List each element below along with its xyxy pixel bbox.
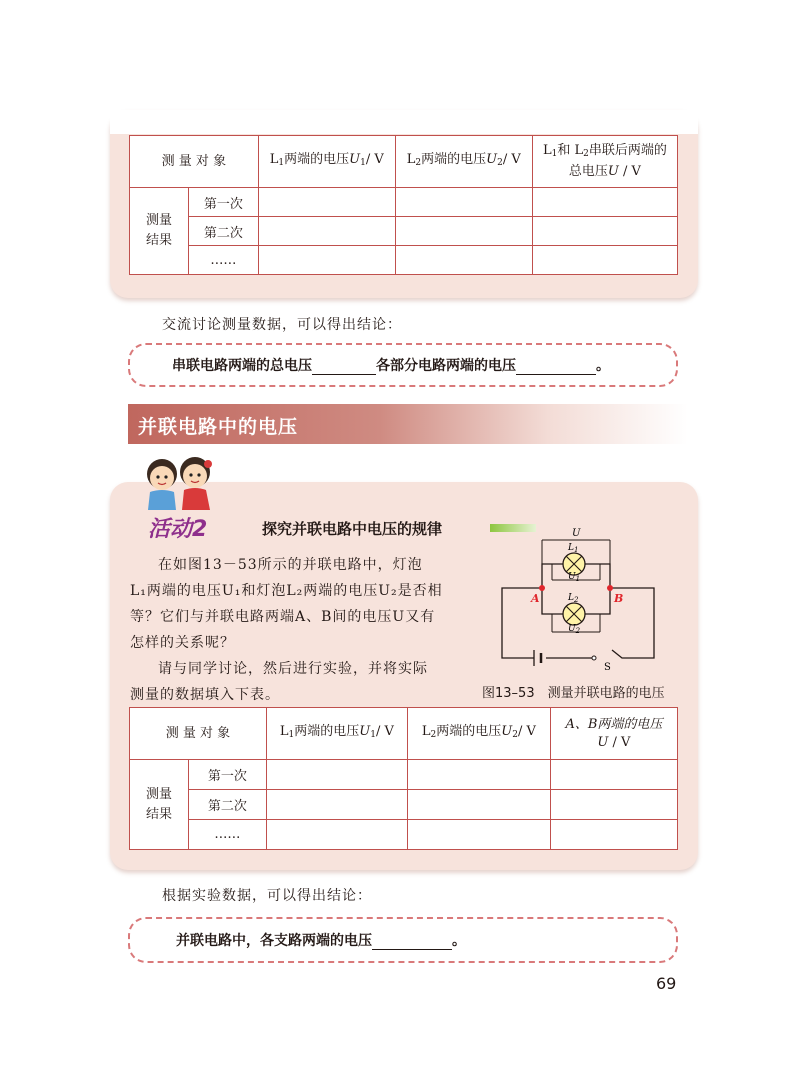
header-object: 测 量 对 象	[130, 708, 267, 760]
label-u: U	[572, 528, 581, 539]
answer-blank-1[interactable]	[312, 360, 376, 375]
table-cell[interactable]	[258, 188, 395, 217]
table-cell[interactable]	[266, 820, 407, 850]
label-s: S	[604, 662, 611, 672]
top-panel-inner	[110, 110, 698, 134]
table-cell[interactable]	[407, 760, 550, 790]
label-u1: $U_1$	[568, 572, 581, 583]
table-cell[interactable]	[407, 790, 550, 820]
table-cell[interactable]	[395, 188, 532, 217]
table-cell[interactable]	[395, 217, 532, 246]
label-a: A	[531, 592, 540, 605]
conclusion-2: 并联电路中，各支路两端的电压 。	[176, 933, 466, 949]
header-col1: $L_1$两端的电压$U_1/$ V	[266, 708, 407, 760]
figure-caption: 图13–53 测量并联电路的电压	[482, 686, 665, 701]
table-cell[interactable]	[532, 246, 677, 275]
table-cell[interactable]	[258, 217, 395, 246]
lamp-l2	[563, 603, 585, 625]
activity-paragraph-1: 在如图13－53所示的并联电路中，灯泡 L₁两端的电压U₁和灯泡L₂两端的电压U₂是否相 等？它们与并联电路两端A、B间的电压U又有 怎样的关系呢？	[130, 557, 443, 651]
table-cell[interactable]	[550, 760, 677, 790]
label-l1: $L_1$	[568, 543, 579, 554]
group-label: 测量 结果	[130, 188, 189, 275]
label-l2: $L_2$	[568, 593, 579, 604]
cartoon-children-icon	[140, 452, 220, 510]
activity-label: 活动2	[148, 517, 208, 542]
table-cell[interactable]	[532, 217, 677, 246]
table-cell[interactable]	[550, 790, 677, 820]
header-col3: A、B两端的电压 U / V	[550, 708, 677, 760]
activity-title: 探究并联电路中电压的规律	[262, 520, 443, 538]
conclusion-lead: 根据实验数据，可以得出结论：	[162, 888, 372, 904]
conclusion-1: 串联电路两端的总电压 各部分电路两端的电压 。	[172, 358, 610, 374]
row-label-1: 第一次	[189, 760, 267, 790]
table-cell[interactable]	[395, 246, 532, 275]
activity-paragraph-2: 请与同学讨论，然后进行实验，并将实际 测量的数据填入下表。	[130, 661, 428, 703]
group-label: 测量 结果	[130, 760, 189, 850]
header-object: 测 量 对 象	[130, 136, 259, 188]
junction-b	[607, 585, 613, 591]
label-u2: $U_2$	[568, 624, 581, 635]
discussion-text: 交流讨论测量数据，可以得出结论：	[162, 317, 402, 333]
header-col3: $L_1$和 $L_2$串联后两端的 总电压U / V	[532, 136, 677, 188]
table-cell[interactable]	[266, 790, 407, 820]
label-b: B	[614, 592, 624, 605]
table-cell[interactable]	[532, 188, 677, 217]
junction-a	[539, 585, 545, 591]
row-label-3: ……	[189, 246, 259, 275]
row-label-1: 第一次	[189, 188, 259, 217]
switch-contact	[592, 656, 596, 660]
header-col2: $L_2$两端的电压$U_2/$ V	[407, 708, 550, 760]
table-cell[interactable]	[258, 246, 395, 275]
row-label-2: 第二次	[189, 790, 267, 820]
table-series-voltage	[129, 135, 678, 275]
header-col2: $L_2$两端的电压$U_2/$ V	[395, 136, 532, 188]
row-label-2: 第二次	[189, 217, 259, 246]
answer-blank-2[interactable]	[516, 360, 596, 375]
parallel-circuit-diagram	[494, 522, 664, 672]
header-col1: $L_1$两端的电压$U_1/$ V	[258, 136, 395, 188]
page-number: 69	[656, 974, 677, 993]
table-cell[interactable]	[407, 820, 550, 850]
answer-blank-3[interactable]	[372, 935, 452, 950]
section-title: 并联电路中的电压	[138, 416, 299, 438]
row-label-3: ……	[189, 820, 267, 850]
table-cell[interactable]	[266, 760, 407, 790]
table-parallel-voltage	[129, 707, 678, 850]
table-cell[interactable]	[550, 820, 677, 850]
